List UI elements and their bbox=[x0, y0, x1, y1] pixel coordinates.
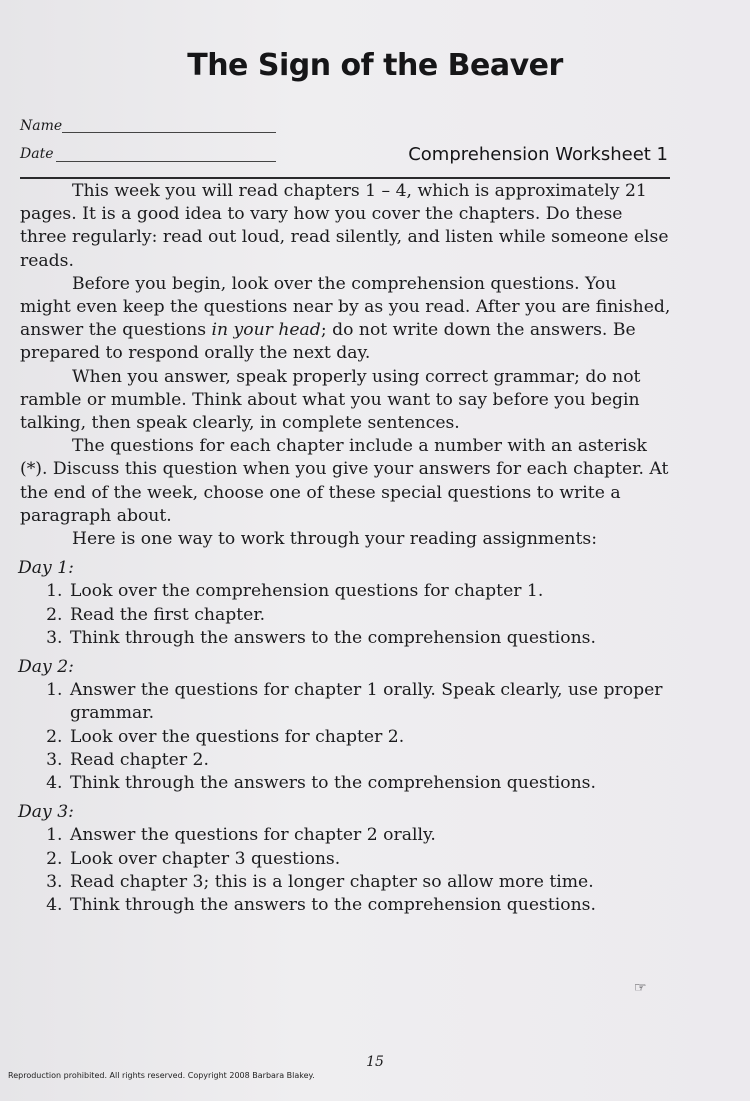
step-item: 3. Read chapter 3; this is a longer chapter so allow more time. bbox=[68, 871, 672, 894]
day-label: Day 2: bbox=[18, 657, 74, 678]
copyright-notice: Reproduction prohibited. All rights reserved. Copyright 2008 Barbara Blakey. bbox=[8, 1071, 315, 1080]
intro-paragraph: Here is one way to work through your reading assignments: bbox=[72, 529, 597, 550]
step-item: 1. Answer the questions for chapter 2 orally. bbox=[68, 824, 672, 847]
date-line[interactable] bbox=[56, 161, 276, 162]
step-item: 1. Answer the questions for chapter 1 orally. Speak clearly, use proper grammar. bbox=[68, 679, 672, 725]
worksheet-title: Comprehension Worksheet 1 bbox=[408, 144, 668, 165]
header-divider bbox=[20, 177, 670, 179]
step-item: 2. Look over the questions for chapter 2. bbox=[68, 726, 672, 749]
page-title: The Sign of the Beaver bbox=[187, 48, 563, 83]
intro-paragraph: This week you will read chapters 1 – 4, which is approximately 21 pages. It is a good idea to vary how you cover the chapters. Do these three regularly: read out loud, read silently, and listen while someone else reads. bbox=[20, 181, 669, 271]
intro-paragraph: When you answer, speak properly using correct grammar; do not ramble or mumble. Think about what you want to say before you begin talking, then speak clearly, in complete sentences. bbox=[20, 366, 641, 434]
pointing-hand-icon: ☞ bbox=[634, 980, 647, 996]
day-steps bbox=[20, 679, 672, 795]
step-item: 4. Think through the answers to the comprehension questions. bbox=[68, 772, 672, 795]
step-item: 3. Think through the answers to the comprehension questions. bbox=[68, 627, 672, 650]
date-label: Date bbox=[20, 146, 54, 162]
day-label: Day 3: bbox=[18, 802, 74, 823]
name-label: Name bbox=[20, 118, 63, 134]
day-2-section bbox=[20, 656, 672, 795]
step-item: 2. Read the first chapter. bbox=[68, 604, 672, 627]
instructions-body bbox=[20, 180, 672, 917]
step-item: 2. Look over chapter 3 questions. bbox=[68, 848, 672, 871]
intro-paragraph: Before you begin, look over the comprehension questions. You might even keep the questions near by as you read. After you are finished, answer the questions in your head; do not write down the answers. Be prepared to respond orally the next day. bbox=[20, 273, 671, 364]
day-1-section bbox=[20, 557, 672, 650]
step-item: 3. Read chapter 2. bbox=[68, 749, 672, 772]
intro-paragraph: The questions for each chapter include a number with an asterisk (*). Discuss this question when you give your answers for each chapter. At the end of the week, choose one of these special questions to write a paragraph about. bbox=[20, 436, 669, 526]
page-number: 15 bbox=[366, 1054, 384, 1070]
day-steps bbox=[20, 580, 672, 650]
day-label: Day 1: bbox=[18, 558, 74, 579]
step-item: 1. Look over the comprehension questions for chapter 1. bbox=[68, 580, 672, 603]
name-line[interactable] bbox=[62, 132, 276, 133]
day-steps bbox=[20, 824, 672, 917]
day-3-section bbox=[20, 801, 672, 917]
step-item: 4. Think through the answers to the comprehension questions. bbox=[68, 894, 672, 917]
